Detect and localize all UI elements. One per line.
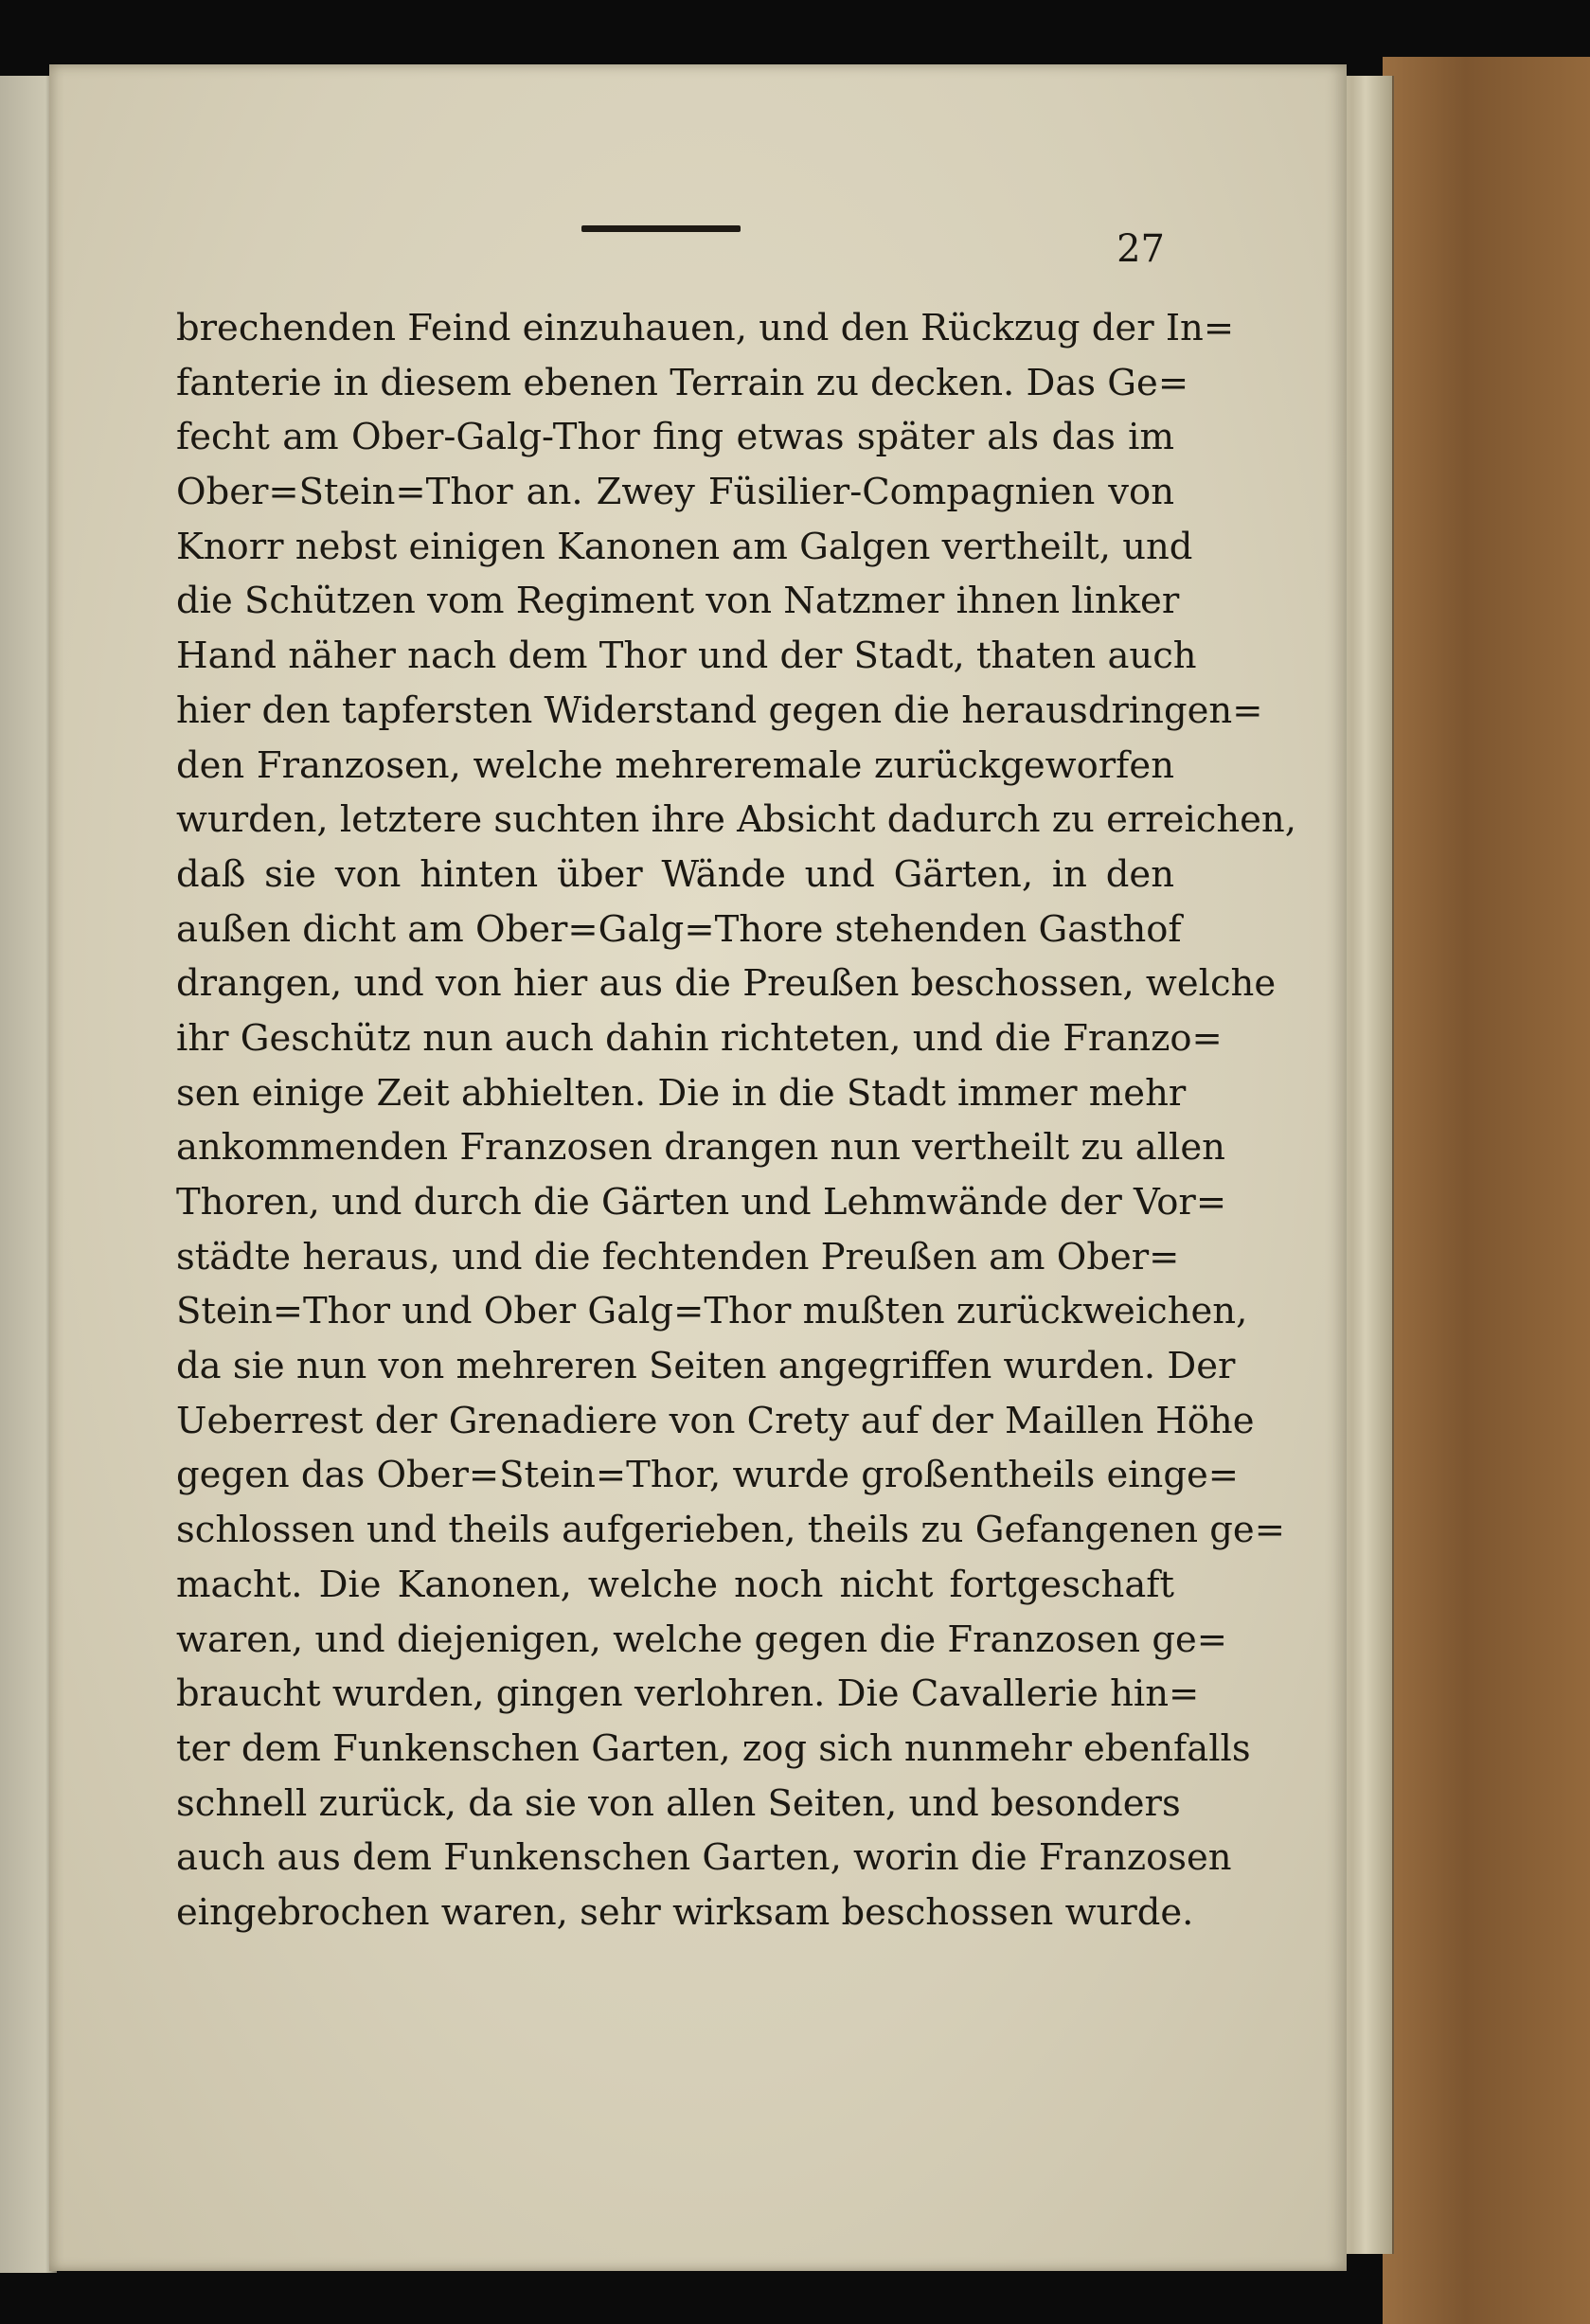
header-rule <box>581 225 741 232</box>
page-number: 27 <box>1117 227 1165 271</box>
body-text <box>176 301 1296 1940</box>
text-line: außen dicht am Ober=Galg=Thore stehenden Gasthof <box>176 907 1182 951</box>
text-line: hier den tapfersten Widerstand gegen die herausdringen= <box>176 688 1263 732</box>
text-line: städte heraus, und die fechtenden Preußen am Ober= <box>176 1235 1180 1278</box>
text-line: gegen das Ober=Stein=Thor, wurde großentheils einge= <box>176 1454 1240 1497</box>
text-line: eingebrochen waren, sehr wirksam beschossen wurde. <box>176 1890 1194 1934</box>
text-line: schnell zurück, da sie von allen Seiten, und besonders <box>176 1781 1181 1825</box>
text-line: Thoren, und durch die Gärten und Lehmwände der Vor= <box>176 1181 1227 1224</box>
text-line: Hand näher nach dem Thor und der Stadt, thaten auch <box>176 635 1197 678</box>
text-line: Stein=Thor und Ober Galg=Thor mußten zurückweichen, <box>176 1290 1248 1333</box>
text-line: Ueberrest der Grenadiere von Crety auf der Maillen Höhe <box>176 1399 1255 1442</box>
facing-page-edge <box>0 76 57 2273</box>
text-line: den Franzosen, welche mehreremale zurückgeworfen <box>176 743 1174 787</box>
text-line: auch aus dem Funkenschen Garten, worin die Franzosen <box>176 1836 1232 1880</box>
text-line: fanterie in diesem ebenen Terrain zu decken. Das Ge= <box>176 361 1189 404</box>
text-line: waren, und diejenigen, welche gegen die Franzosen ge= <box>176 1618 1228 1661</box>
text-line: sen einige Zeit abhielten. Die in die Stadt immer mehr <box>176 1071 1187 1115</box>
text-line: Knorr nebst einigen Kanonen am Galgen vertheilt, und <box>176 525 1193 568</box>
text-line: brechenden Feind einzuhauen, und den Rückzug der In= <box>176 307 1235 349</box>
text-line: ihr Geschütz nun auch dahin richteten, und die Franzo= <box>176 1016 1223 1060</box>
text-line: wurden, letztere suchten ihre Absicht dadurch zu erreichen, <box>176 798 1296 842</box>
text-line: daß sie von hinten über Wände und Gärten, in den <box>176 852 1174 896</box>
text-line: braucht wurden, gingen verlohren. Die Cavallerie hin= <box>176 1672 1200 1716</box>
text-line: die Schützen vom Regiment von Natzmer ihnen linker <box>176 580 1180 623</box>
text-line: da sie nun von mehreren Seiten angegriffen wurden. Der <box>176 1345 1236 1388</box>
text-line: schlossen und theils aufgerieben, theils zu Gefangenen ge= <box>176 1509 1285 1552</box>
book-cover-board <box>1383 57 1590 2324</box>
text-line: ter dem Funkenschen Garten, zog sich nunmehr ebenfalls <box>176 1726 1251 1770</box>
text-line: ankommenden Franzosen drangen nun vertheilt zu allen <box>176 1126 1225 1170</box>
text-line: drangen, und von hier aus die Preußen beschossen, welche <box>176 962 1277 1006</box>
text-line: Ober=Stein=Thor an. Zwey Füsilier-Compagnien von <box>176 471 1174 514</box>
text-line: macht. Die Kanonen, welche noch nicht fortgeschaft <box>176 1563 1174 1606</box>
text-line: fecht am Ober-Galg-Thor fing etwas später als das im <box>176 416 1174 459</box>
